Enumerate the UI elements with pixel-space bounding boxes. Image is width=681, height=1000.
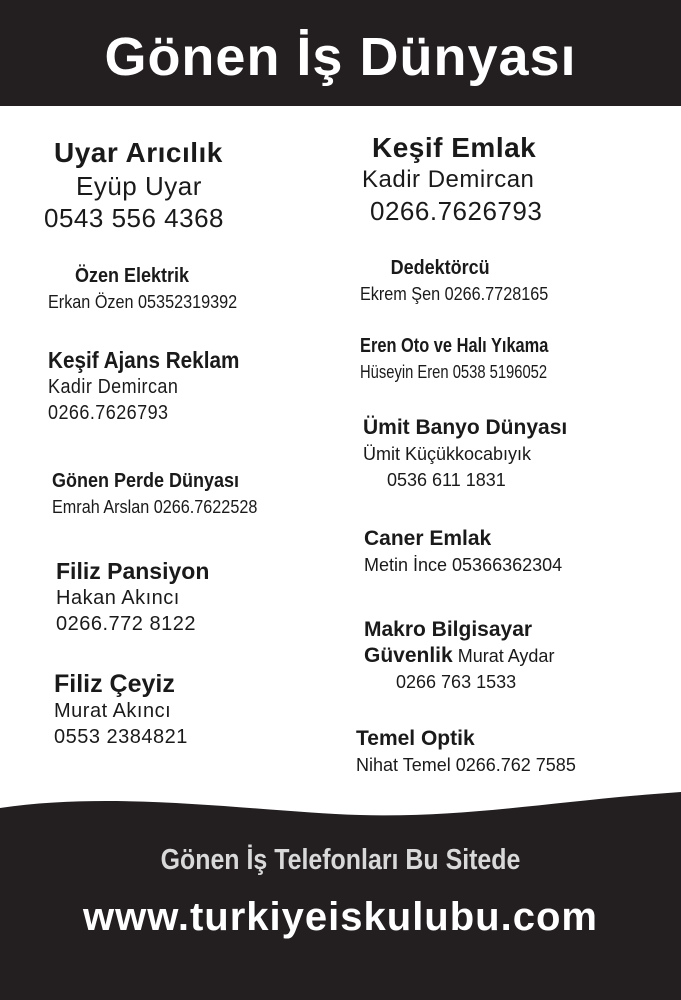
listing-eren-oto bbox=[360, 333, 548, 385]
listing-filiz-pansiyon bbox=[56, 557, 209, 637]
listing-phone: 0553 2384821 bbox=[54, 726, 188, 748]
listing-kesif-ajans bbox=[48, 346, 239, 426]
listing-name: Gönen Perde Dünyası bbox=[52, 470, 240, 492]
listing-kesif-emlak bbox=[362, 131, 542, 227]
listing-name-line2 bbox=[364, 643, 554, 669]
listing-umit-banyo bbox=[363, 415, 567, 493]
listing-name: Uyar Arıcılık bbox=[54, 137, 223, 168]
listing-name: Makro Bilgisayar bbox=[364, 618, 533, 641]
listing-phone: 0266.772 8122 bbox=[56, 613, 196, 635]
listing-owner: Murat Akıncı bbox=[54, 700, 172, 722]
listing-phone: 0536 611 1831 bbox=[387, 470, 506, 490]
listing-phone: 0266.7626793 bbox=[48, 402, 169, 424]
footer-website-link[interactable]: www.turkiyeiskulubu.com bbox=[83, 895, 598, 939]
listing-name: Temel Optik bbox=[356, 727, 475, 750]
listing-phone: 0543 556 4368 bbox=[44, 203, 225, 233]
listing-name: Keşif Ajans Reklam bbox=[48, 347, 240, 373]
listing-name: Filiz Pansiyon bbox=[56, 558, 210, 584]
listing-owner: Hakan Akıncı bbox=[56, 587, 180, 609]
listing-owner: Kadir Demircan bbox=[48, 376, 179, 398]
listing-dedektorcu bbox=[360, 255, 548, 307]
listing-phone: 0266 763 1533 bbox=[396, 672, 517, 692]
listing-owner-phone: Ekrem Şen 0266.7728165 bbox=[360, 284, 549, 304]
listing-name: Caner Emlak bbox=[364, 527, 492, 550]
listing-ozen-elektrik bbox=[48, 263, 237, 315]
listing-owner: Murat Aydar bbox=[457, 646, 555, 666]
footer-subtitle: Gönen İş Telefonları Bu Sitede bbox=[160, 844, 521, 876]
listing-owner-phone: Nihat Temel 0266.762 7585 bbox=[356, 755, 576, 775]
listing-owner: Eyüp Uyar bbox=[76, 171, 202, 201]
listing-owner-phone: Erkan Özen 05352319392 bbox=[48, 292, 238, 312]
listing-name: Özen Elektrik bbox=[75, 265, 190, 287]
listing-gonen-perde bbox=[52, 468, 257, 520]
listing-name: Dedektörcü bbox=[390, 257, 490, 279]
listing-owner-phone: Metin İnce 05366362304 bbox=[364, 555, 563, 575]
listing-name-continued: Güvenlik bbox=[364, 644, 453, 667]
listing-name: Ümit Banyo Dünyası bbox=[363, 416, 568, 439]
listing-phone: 0266.7626793 bbox=[370, 196, 543, 226]
listing-uyar-aricilik bbox=[44, 136, 225, 234]
listing-temel-optik bbox=[356, 726, 576, 778]
page-title: Gönen İş Dünyası bbox=[104, 27, 577, 87]
listing-name: Keşif Emlak bbox=[372, 132, 537, 163]
listing-name: Eren Oto ve Halı Yıkama bbox=[360, 335, 549, 357]
listing-owner-phone: Hüseyin Eren 0538 5196052 bbox=[360, 362, 548, 382]
listing-owner: Kadir Demircan bbox=[362, 166, 535, 193]
listing-caner-emlak bbox=[364, 526, 562, 578]
listing-makro-bilgisayar bbox=[364, 617, 554, 695]
listing-name: Filiz Çeyiz bbox=[54, 670, 175, 698]
listing-owner: Ümit Küçükkocabıyık bbox=[363, 444, 532, 464]
listing-filiz-ceyiz bbox=[54, 670, 188, 750]
listing-owner-phone: Emrah Arslan 0266.7622528 bbox=[52, 497, 258, 517]
